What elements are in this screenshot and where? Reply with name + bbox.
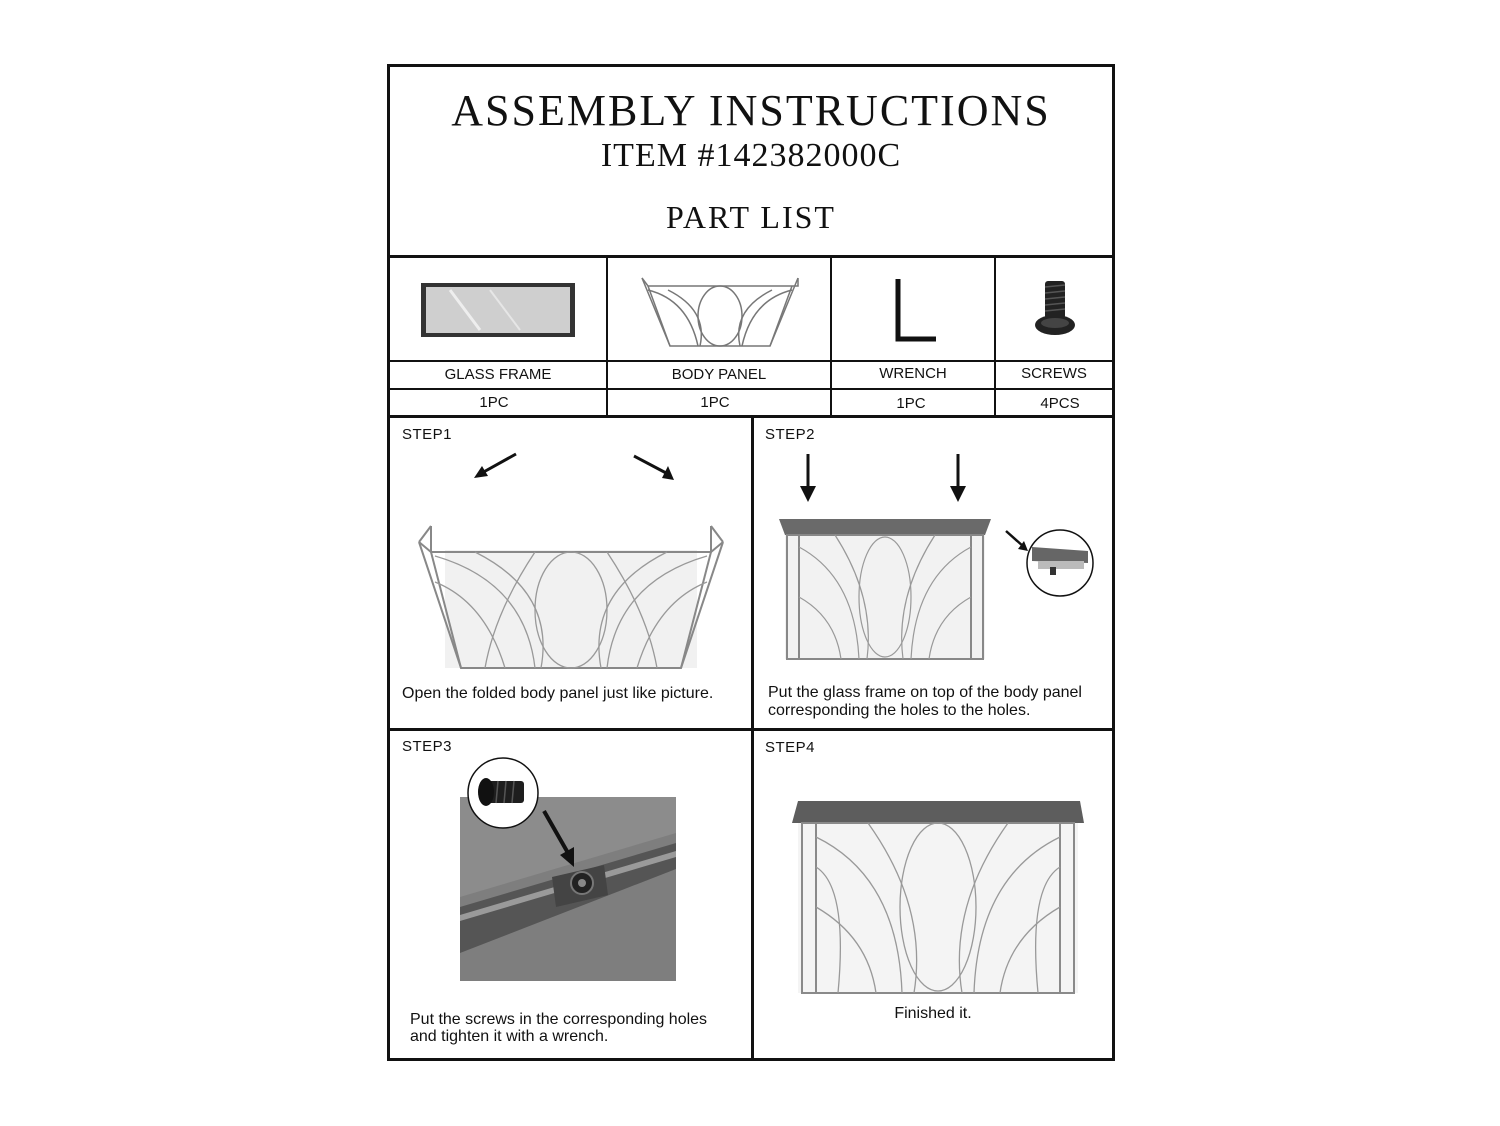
arrow-down-icon [948, 452, 968, 504]
table-with-glass-illustration [775, 517, 995, 662]
step-caption: Finished it. [894, 1005, 972, 1022]
step-caption: and tighten it with a wrench. [410, 1028, 609, 1045]
arrow-down-icon [798, 452, 818, 504]
part-name: GLASS FRAME [444, 366, 552, 383]
finished-table-illustration [788, 797, 1088, 997]
part-qty: 4PCS [1040, 395, 1080, 412]
wrench-icon [890, 277, 940, 345]
screw-install-photo [458, 757, 678, 987]
divider [751, 417, 754, 1061]
detail-zoom-icon [1004, 529, 1096, 599]
header [390, 67, 1112, 258]
part-name: WRENCH [879, 365, 947, 382]
divider [390, 388, 1112, 390]
step-caption: Put the glass frame on top of the body panel [768, 684, 1082, 701]
screw-icon [1033, 277, 1079, 339]
arrow-icon [470, 452, 520, 482]
part-qty: 1PC [896, 395, 926, 412]
divider [390, 728, 1112, 731]
part-qty: 1PC [479, 394, 509, 411]
part-name: SCREWS [1021, 365, 1087, 382]
body-panel-open-illustration [415, 522, 727, 672]
instruction-sheet [387, 64, 1115, 1061]
arrow-icon [630, 452, 680, 482]
part-qty: 1PC [700, 394, 730, 411]
step-caption: Put the screws in the corresponding holes [410, 1011, 708, 1028]
part-list-heading: PART LIST [666, 199, 836, 235]
step-title: STEP1 [402, 426, 453, 443]
step-title: STEP4 [765, 739, 816, 756]
page-title: ASSEMBLY INSTRUCTIONS [451, 86, 1051, 135]
step-caption: Open the folded body panel just like picture. [402, 685, 714, 702]
part-name: BODY PANEL [671, 366, 767, 383]
step-title: STEP3 [402, 738, 453, 755]
glass-frame-icon [420, 282, 576, 340]
item-number: ITEM #142382000C [600, 137, 902, 174]
body-panel-icon [638, 270, 802, 350]
step-caption: corresponding the holes to the holes. [768, 702, 1031, 719]
step-title: STEP2 [765, 426, 816, 443]
